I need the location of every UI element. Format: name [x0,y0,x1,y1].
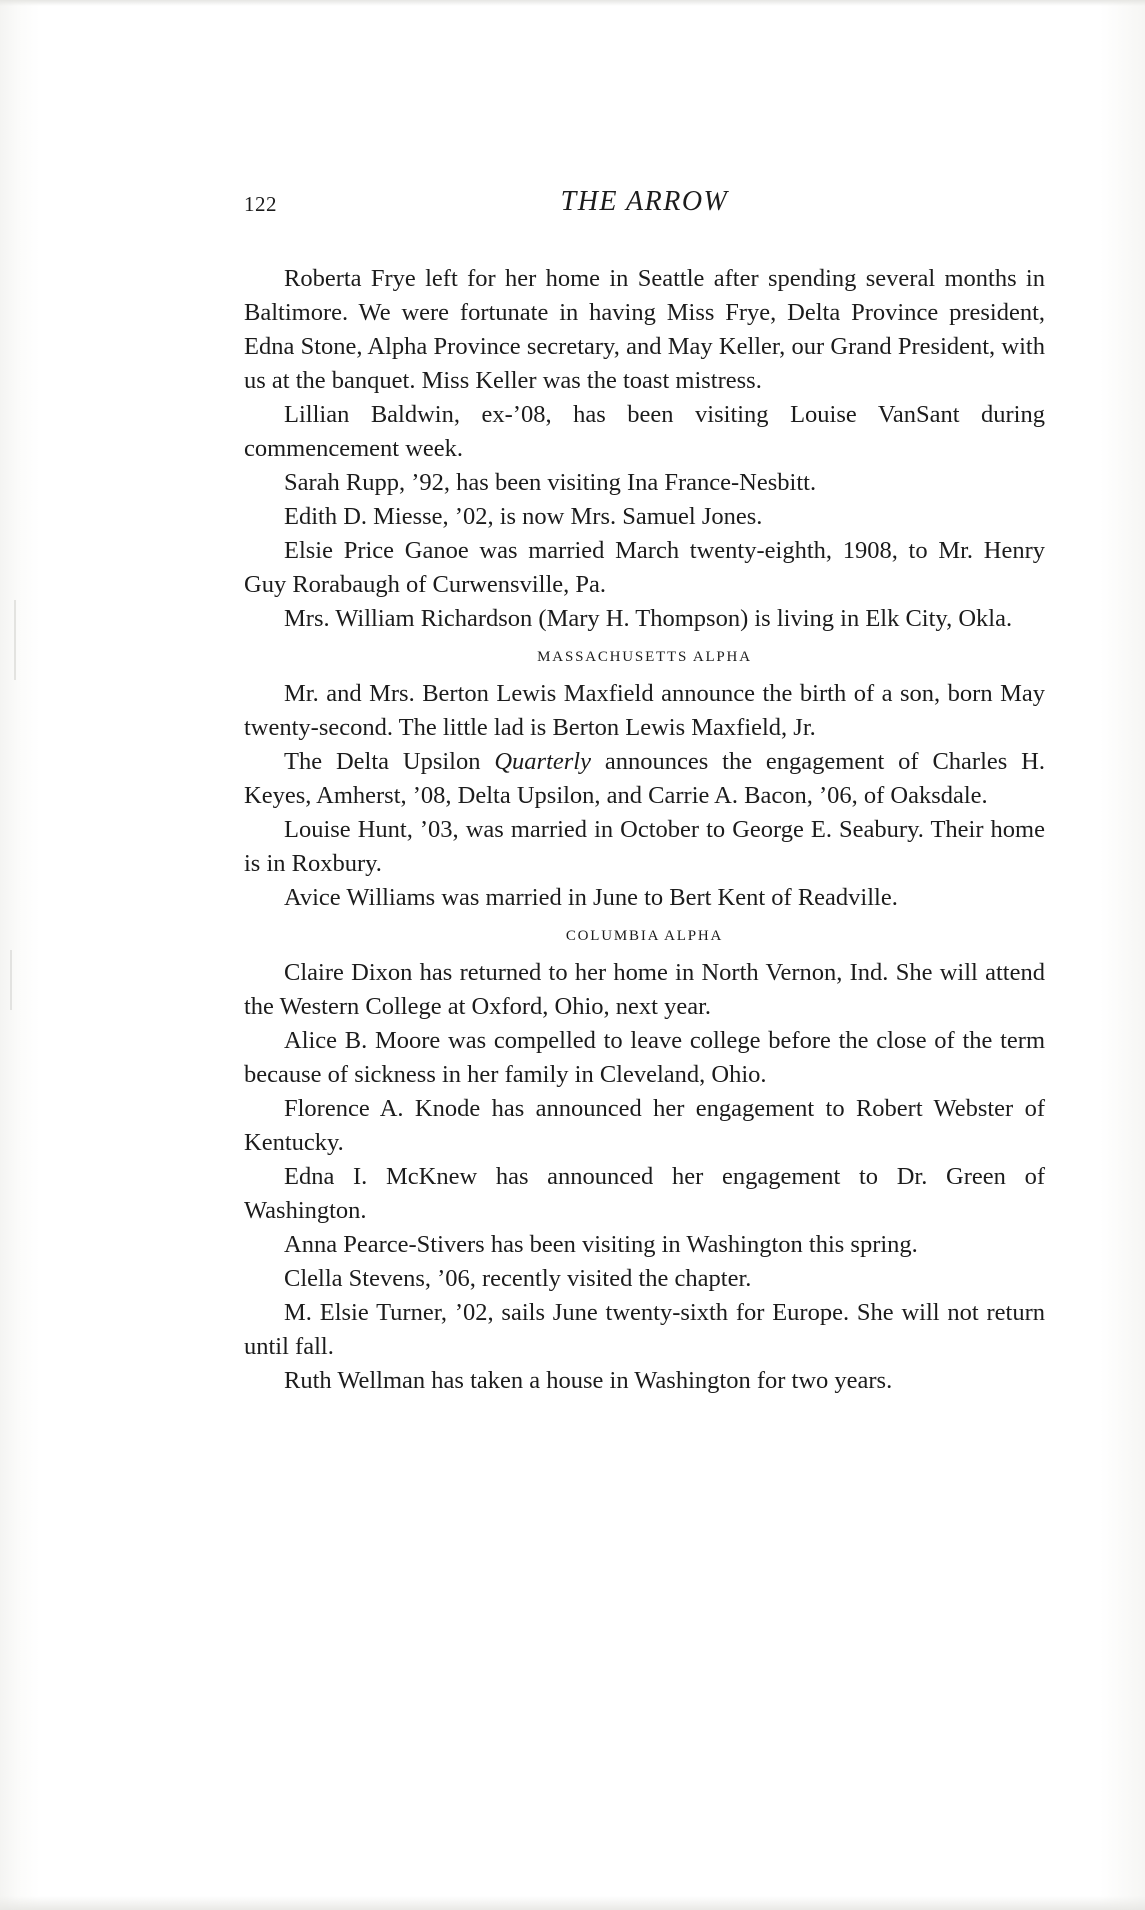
section-heading: MASSACHUSETTS ALPHA [537,649,752,665]
scan-mark [10,950,12,1010]
paragraph: Lillian Baldwin, ex-’08, has been visiting Louise VanSant during commencement week. [244,401,1045,462]
scan-shadow-top [0,0,1145,6]
paragraph: Florence A. Knode has announced her engagement to Robert Webster of Kentucky. [244,1095,1045,1156]
paragraph: Claire Dixon has returned to her home in North Vernon, Ind. She will attend the Western College at Oxford, Ohio, next year. [244,959,1045,1020]
paragraph: Edna I. McKnew has announced her engagement to Dr. Green of Washington. [244,1163,1045,1224]
paragraph: Clella Stevens, ’06, recently visited the chapter. [284,1265,752,1292]
article-body [244,262,1045,1398]
paragraph: Mrs. William Richardson (Mary H. Thompson) is living in Elk City, Okla. [284,605,1013,632]
paragraph: The Delta Upsilon Quarterly announces the engagement of Charles H. Keyes, Amherst, ’08, Delta Upsilon, and Carrie A. Bacon, ’06, of Oaksdale. [244,748,1045,809]
paragraph: Elsie Price Ganoe was married March twenty-eighth, 1908, to Mr. Henry Guy Rorabaugh of Curwensville, Pa. [244,537,1045,598]
paragraph: Anna Pearce-Stivers has been visiting in Washington this spring. [284,1231,918,1258]
italic-title: Quarterly [494,748,591,775]
section-heading: COLUMBIA ALPHA [565,928,724,944]
scan-shadow-bottom [0,1896,1145,1910]
paragraph: Louise Hunt, ’03, was married in October to George E. Seabury. Their home is in Roxbury. [244,816,1045,877]
page-number: 122 [244,192,277,216]
paragraph: Ruth Wellman has taken a house in Washington for two years. [284,1367,893,1394]
running-head [244,186,1045,226]
paragraph: Edith D. Miesse, ’02, is now Mrs. Samuel Jones. [284,503,763,530]
paragraph: Roberta Frye left for her home in Seattle after spending several months in Baltimore. We were fortunate in having Miss Frye, Delta Province president, Edna Stone, Alpha Province secretary, and May Keller, our Grand President, with us at the banquet. Miss Keller was the toast mistress. [244,265,1045,394]
journal-title: THE ARROW [560,186,729,217]
paragraph: M. Elsie Turner, ’02, sails June twenty-sixth for Europe. She will not return until fall. [244,1299,1045,1360]
page-text-block [244,186,1045,1398]
scan-mark [14,600,16,680]
paragraph: Mr. and Mrs. Berton Lewis Maxfield announce the birth of a son, born May twenty-second. The little lad is Berton Lewis Maxfield, Jr. [244,680,1045,741]
paragraph: Avice Williams was married in June to Bert Kent of Readville. [284,884,898,911]
paragraph: Alice B. Moore was compelled to leave college before the close of the term because of sickness in her family in Cleveland, Ohio. [244,1027,1045,1088]
paragraph: Sarah Rupp, ’92, has been visiting Ina France-Nesbitt. [284,469,817,496]
